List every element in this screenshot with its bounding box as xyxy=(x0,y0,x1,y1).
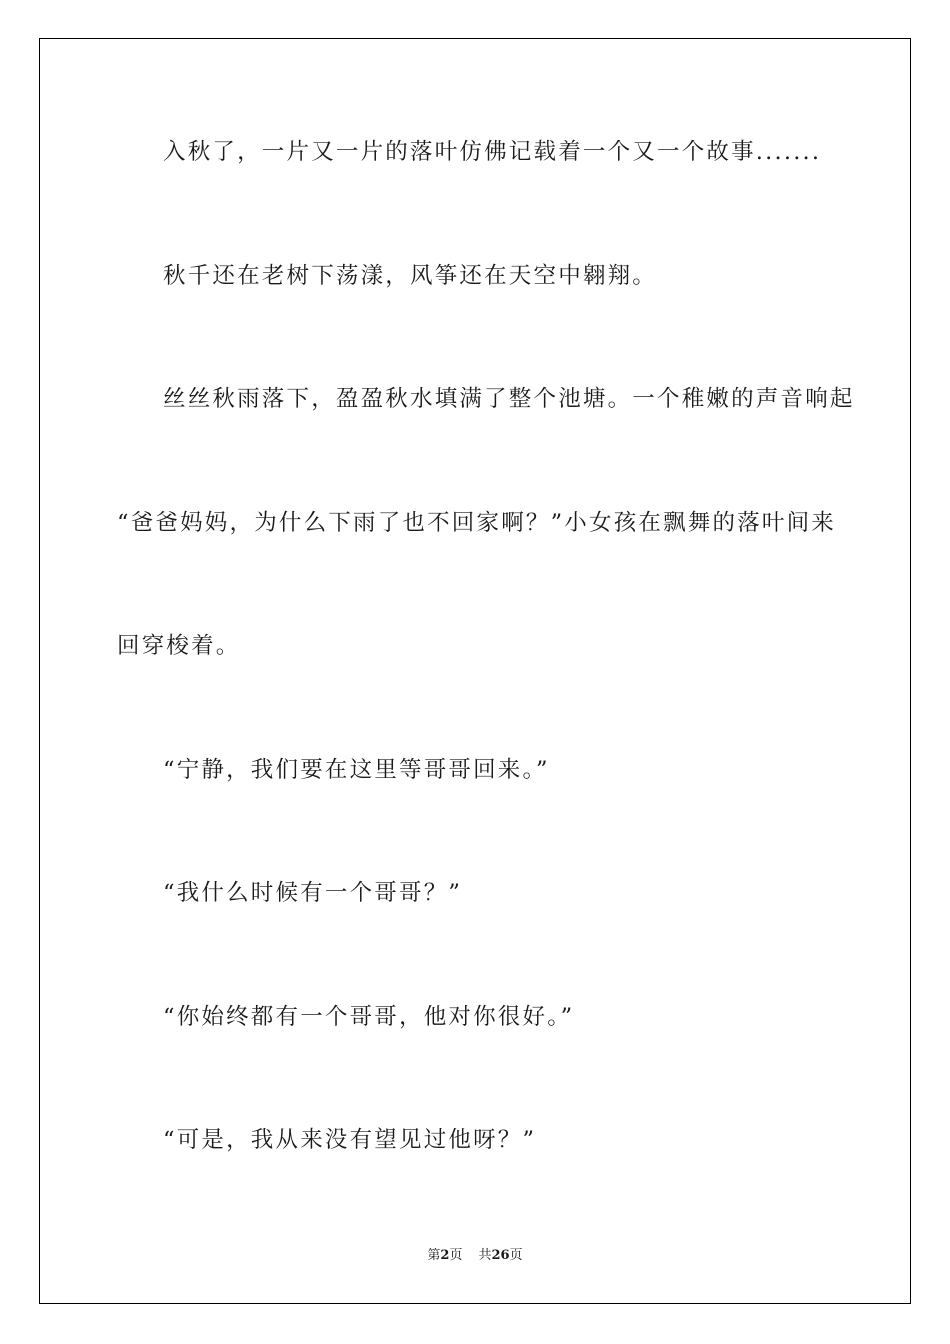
footer-page-suffix: 页 xyxy=(449,1248,463,1263)
footer-total-suffix: 页 xyxy=(509,1248,523,1263)
footer-total-prefix: 共 xyxy=(478,1248,492,1263)
paragraph-line-6: “宁静，我们要在这里等哥哥回来。” xyxy=(163,757,550,783)
footer-total-pages: 26 xyxy=(491,1248,510,1263)
paragraph-line-1: 入秋了，一片又一片的落叶仿佛记载着一个又一个故事....... xyxy=(163,139,822,165)
paragraph-line-2: 秋千还在老树下荡漾，风筝还在天空中翱翔。 xyxy=(163,263,658,289)
paragraph-line-4: “爸爸妈妈，为什么下雨了也不回家啊？”小女孩在飘舞的落叶间来 xyxy=(117,510,837,536)
page-footer xyxy=(0,1247,950,1265)
paragraph-line-7: “我什么时候有一个哥哥？” xyxy=(163,880,463,906)
footer-page-prefix: 第 xyxy=(427,1248,441,1263)
footer-page-number: 2 xyxy=(440,1248,450,1263)
page-frame xyxy=(39,38,911,1304)
paragraph-line-5: 回穿梭着。 xyxy=(117,633,241,659)
paragraph-line-8: “你始终都有一个哥哥，他对你很好。” xyxy=(163,1004,575,1030)
paragraph-line-9: “可是，我从来没有望见过他呀？” xyxy=(163,1127,537,1153)
paragraph-line-3: 丝丝秋雨落下，盈盈秋水填满了整个池塘。一个稚嫩的声音响起 xyxy=(163,386,855,412)
